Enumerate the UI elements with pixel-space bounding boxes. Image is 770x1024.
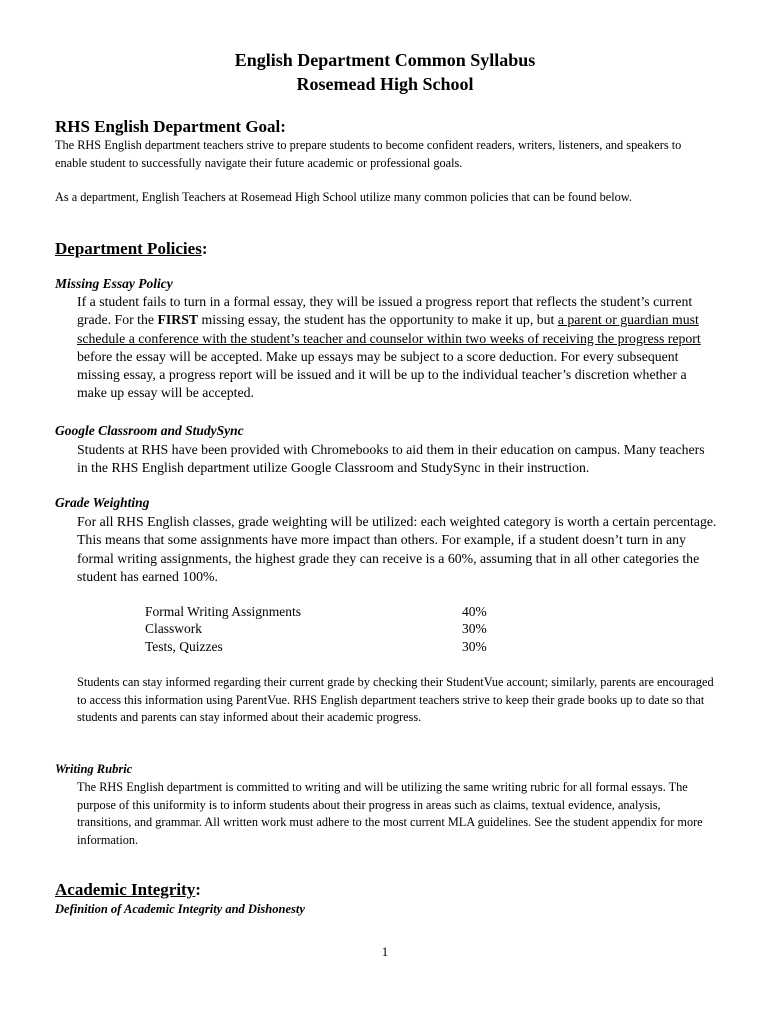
google-classroom-title: Google Classroom and StudySync <box>55 423 244 438</box>
weight-category: Tests, Quizzes <box>145 638 223 654</box>
academic-integrity-heading-colon: : <box>195 880 201 899</box>
goal-paragraph: The RHS English department teachers strive to prepare students to become confident readers, writers, listeners, and speakers to enable student to successfully navigate their future academic or professional goals. <box>55 138 682 170</box>
writing-rubric-title: Writing Rubric <box>55 762 133 776</box>
missing-essay-text-c: before the essay will be accepted. Make up essays may be subject to a score deduction. For every subsequent missing essay, a progress report will be issued and it will be up to the individual teacher’s discretion whether a make up essay will be accepted. <box>77 348 687 401</box>
missing-essay-first: FIRST <box>157 312 199 328</box>
weight-percent: 30% <box>462 621 487 637</box>
school-name: Rosemead High School <box>296 74 474 94</box>
missing-essay-text <box>77 293 717 403</box>
grade-access-note: Students can stay informed regarding their current grade by checking their StudentVue account; similarly, parents are encouraged to access this information using ParentVue. RHS English department teachers strive to keep their grade books up to date so that students and parents can stay informed about their academic progress. <box>77 675 714 725</box>
table-row <box>145 638 487 656</box>
document-title: English Department Common Syllabus <box>234 50 536 70</box>
academic-integrity-heading-text: Academic Integrity <box>55 880 196 899</box>
policies-heading-colon: : <box>201 239 208 258</box>
academic-integrity-heading <box>55 880 201 900</box>
grade-weighting-table <box>145 603 487 656</box>
missing-essay-text-a: If a student fails to turn in a formal essay, they will be issued a progress report that reflects the student’s current grade. For the <box>77 294 693 328</box>
policies-intro-paragraph: As a department, English Teachers at Rosemead High School utilize many common policies that can be found below. <box>55 190 632 204</box>
grade-weighting-title: Grade Weighting <box>55 495 150 510</box>
integrity-definition-subtitle: Definition of Academic Integrity and Dishonesty <box>55 902 305 916</box>
weight-percent: 40% <box>462 603 487 619</box>
grade-weighting-text: For all RHS English classes, grade weighting will be utilized: each weighted category is worth a certain percentage. This means that some assignments have more impact than others. For example, if a student doesn’t turn in any formal writing assignments, the highest grade they can receive is a 60%, assuming that in all other categories the student has earned 100%. <box>77 514 717 584</box>
table-row <box>145 621 487 639</box>
missing-essay-text-b: missing essay, the student has the opportunity to make it up, but <box>198 312 558 328</box>
google-classroom-text: Students at RHS have been provided with Chromebooks to aid them in their education on campus. Many teachers in the RHS English department utilize Google Classroom and StudySync in their instruction. <box>77 442 705 476</box>
missing-essay-title: Missing Essay Policy <box>55 276 173 291</box>
weight-percent: 30% <box>462 638 487 654</box>
missing-essay-conference-requirement: a parent or guardian must schedule a conference with the student’s teacher and counselor within two weeks of receiving the progress report <box>77 312 701 346</box>
page-number: 1 <box>381 944 389 959</box>
policies-heading-text: Department Policies <box>55 239 202 258</box>
writing-rubric-text: The RHS English department is committed to writing and will be utilizing the same writing rubric for all formal essays. The purpose of this uniformity is to inform students about their progress in areas such as claims, textual evidence, analysis, transitions, and grammar. All written work must adhere to the most current MLA guidelines. See the student appendix for more information. <box>77 780 703 847</box>
policies-heading <box>55 239 208 259</box>
table-row <box>145 603 487 621</box>
goal-heading: RHS English Department Goal: <box>55 117 286 136</box>
weight-category: Formal Writing Assignments <box>145 603 301 619</box>
weight-category: Classwork <box>145 621 202 637</box>
